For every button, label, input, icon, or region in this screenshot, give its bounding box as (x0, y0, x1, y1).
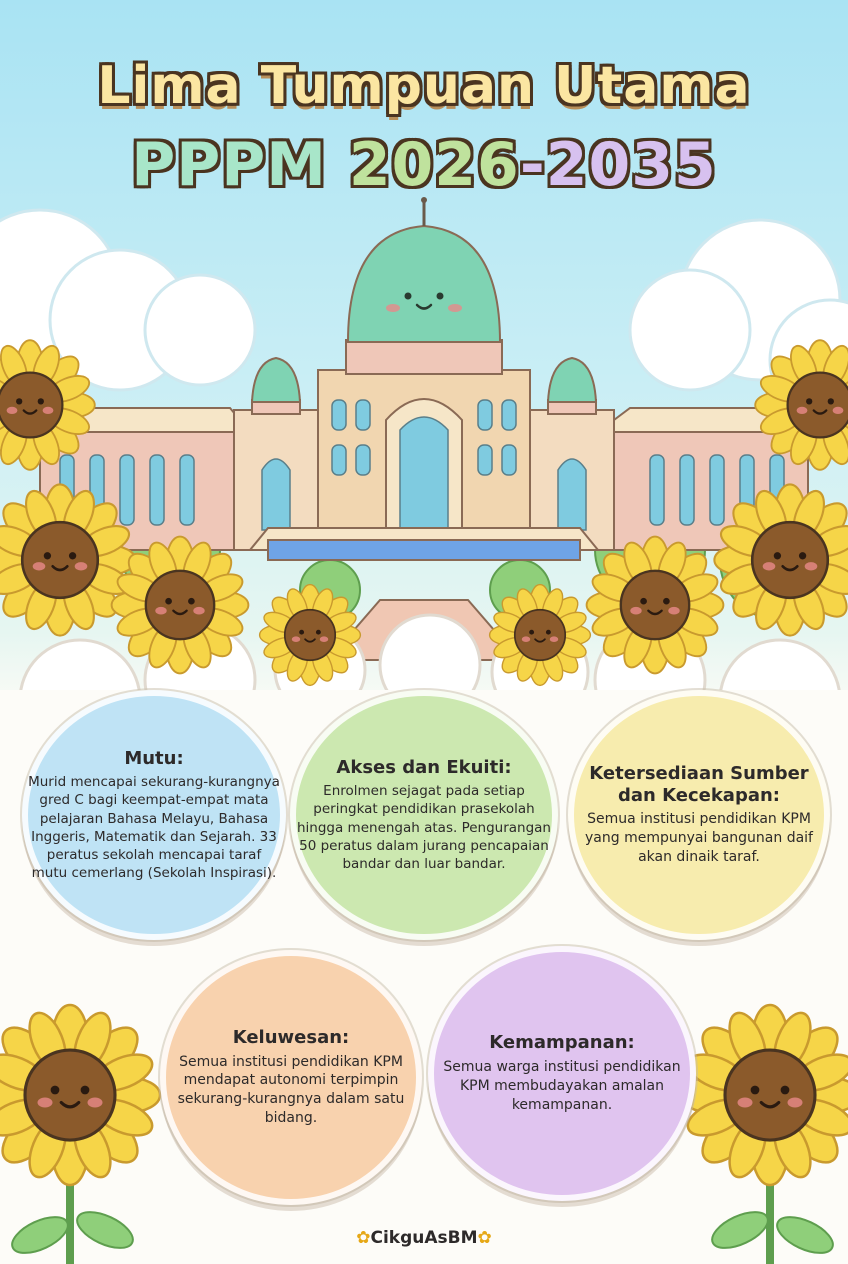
title-part-start-year: 2026 (348, 130, 520, 200)
pillar-heading: Kemampanan: (489, 1032, 635, 1054)
footer-credit-text: CikguAsBM (370, 1228, 478, 1248)
pillar-card-akses-dan-ekuiti (290, 690, 558, 940)
pillar-heading: Mutu: (124, 747, 184, 769)
pillar-card-ketersediaan-sumber (568, 690, 830, 940)
sunflower-icon: ✿ (356, 1228, 371, 1248)
pillar-body: Semua institusi pendidikan KPM mendapat autonomi terpimpin sekurang-kurangnya dalam satu bidang. (177, 1053, 405, 1127)
pillar-heading: Ketersediaan Sumber dan Kecekapan: (589, 763, 809, 806)
pillar-body: Semua institusi pendidikan KPM yang mempunyai bangunan daif akan dinaik taraf. (585, 811, 813, 866)
pillar-body: Semua warga institusi pendidikan KPM membudayakan amalan kemampanan. (443, 1058, 681, 1113)
sunflower-icon: ✿ (477, 1228, 492, 1248)
pillar-card-kemampanan (428, 946, 696, 1201)
pillar-card-keluwesan (160, 950, 422, 1205)
title-part-end-year: -2035 (519, 130, 717, 200)
title-part-pppm: PPPM (131, 130, 349, 200)
pillar-body: Enrolmen sejagat pada setiap peringkat pendidikan prasekolah hingga menengah atas. Pengurangan 50 peratus dalam jurang pencapaian bandar dan luar bandar. (296, 783, 551, 873)
footer-credit (0, 1228, 848, 1248)
pillar-card-mutu (22, 690, 286, 940)
title-line-2 (0, 130, 848, 200)
pillar-heading: Akses dan Ekuiti: (336, 756, 512, 778)
pillar-body: Murid mencapai sekurang-kurangnya gred C bagi keempat-empat mata pelajaran Bahasa Melayu, Bahasa Inggeris, Matematik dan Sejarah. 33 peratus sekolah mencapai taraf mutu cemerlang (Sekolah Inspirasi). (28, 774, 280, 882)
pillar-heading: Keluwesan: (232, 1026, 350, 1048)
title-line-1: Lima Tumpuan Utama (97, 56, 751, 116)
